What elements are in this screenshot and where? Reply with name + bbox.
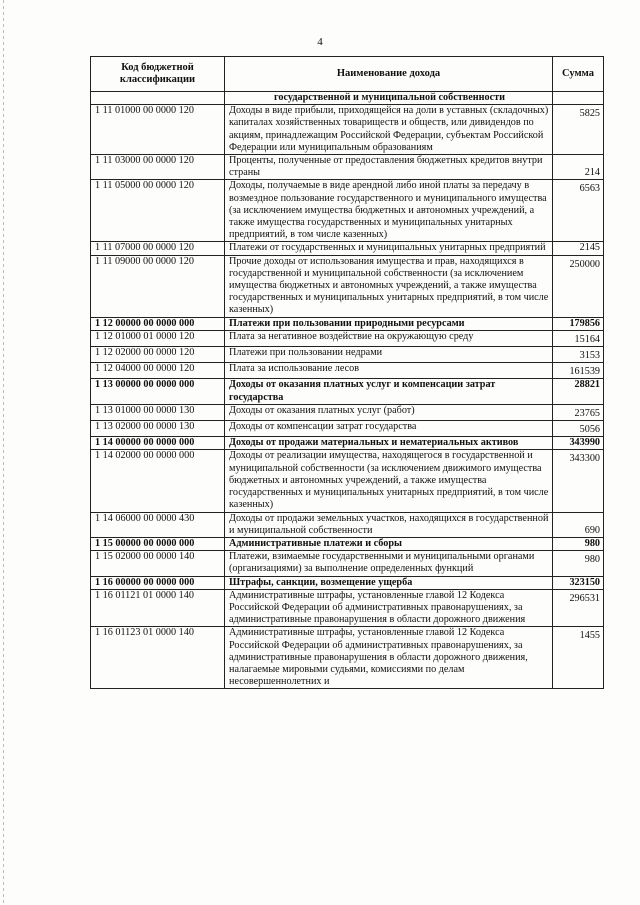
table-row bbox=[91, 255, 604, 317]
row-sum: 343990 bbox=[553, 437, 604, 450]
row-name: Доходы от оказания платных услуг (работ) bbox=[225, 404, 553, 420]
row-sum: 980 bbox=[553, 537, 604, 550]
row-name: Доходы в виде прибыли, приходящейся на доли в уставных (складочных) капиталах хозяйственных товариществ и обществ, или дивидендов по акциям, принадлежащим Российской Федерации, субъектам Российской Федерации или муниципальным образованиям bbox=[225, 105, 553, 155]
row-name: Доходы от реализации имущества, находящегося в государственной и муниципальной собственности (за исключением движимого имущества бюджетных и автономных учреждений, а также имущества государственных и муниципальных унитарных предприятий, в том числе казенных) bbox=[225, 450, 553, 512]
row-code: 1 16 01121 01 0000 140 bbox=[91, 589, 225, 627]
row-sum: 23765 bbox=[553, 404, 604, 420]
row-sum: 28821 bbox=[553, 379, 604, 404]
revenue-table bbox=[90, 56, 604, 689]
row-code: 1 14 06000 00 0000 430 bbox=[91, 512, 225, 537]
page-number: 4 bbox=[317, 36, 323, 48]
row-code: 1 12 04000 00 0000 120 bbox=[91, 363, 225, 379]
table-body bbox=[91, 92, 604, 689]
row-sum: 6563 bbox=[553, 180, 604, 242]
table-row bbox=[91, 180, 604, 242]
header-code: Код бюджетной классификации bbox=[91, 57, 225, 92]
table-header-row bbox=[91, 57, 604, 92]
row-sum: 323150 bbox=[553, 576, 604, 589]
table-row bbox=[91, 242, 604, 255]
row-code: 1 12 00000 00 0000 000 bbox=[91, 317, 225, 330]
table-row bbox=[91, 155, 604, 180]
row-name: Доходы от продажи материальных и нематериальных активов bbox=[225, 437, 553, 450]
row-sum: 690 bbox=[553, 512, 604, 537]
row-code: 1 11 09000 00 0000 120 bbox=[91, 255, 225, 317]
row-name: Административные штрафы, установленные главой 12 Кодекса Российской Федерации об административных правонарушениях, за административные правонарушения в области дорожного движения bbox=[225, 589, 553, 627]
row-name: Доходы от продажи земельных участков, находящихся в государственной и муниципальной собственности bbox=[225, 512, 553, 537]
row-sum: 1455 bbox=[553, 627, 604, 689]
row-code bbox=[91, 92, 225, 105]
row-sum: 296531 bbox=[553, 589, 604, 627]
row-sum: 3153 bbox=[553, 347, 604, 363]
header-name: Наименование дохода bbox=[225, 57, 553, 92]
row-name: Платежи при пользовании природными ресурсами bbox=[225, 317, 553, 330]
row-name: Административные штрафы, установленные главой 12 Кодекса Российской Федерации об административных правонарушениях, за административные правонарушения в области дорожного движения, налагаемые мировыми судьями, комиссиями по делам несовершеннолетних и bbox=[225, 627, 553, 689]
row-sum: 5056 bbox=[553, 421, 604, 437]
table-row bbox=[91, 627, 604, 689]
table-row bbox=[91, 589, 604, 627]
row-code: 1 15 02000 00 0000 140 bbox=[91, 551, 225, 576]
row-name: Административные платежи и сборы bbox=[225, 537, 553, 550]
table-row bbox=[91, 537, 604, 550]
table-row bbox=[91, 551, 604, 576]
row-name: Штрафы, санкции, возмещение ущерба bbox=[225, 576, 553, 589]
row-code: 1 13 00000 00 0000 000 bbox=[91, 379, 225, 404]
row-sum: 5825 bbox=[553, 105, 604, 155]
row-code: 1 11 01000 00 0000 120 bbox=[91, 105, 225, 155]
row-code: 1 12 01000 01 0000 120 bbox=[91, 330, 225, 346]
row-name: Плата за использование лесов bbox=[225, 363, 553, 379]
row-code: 1 14 00000 00 0000 000 bbox=[91, 437, 225, 450]
table-row bbox=[91, 92, 604, 105]
table-row bbox=[91, 363, 604, 379]
row-name: Платежи, взимаемые государственными и муниципальными органами (организациями) за выполнение определенных функций bbox=[225, 551, 553, 576]
table-row bbox=[91, 347, 604, 363]
row-name: Доходы, получаемые в виде арендной либо иной платы за передачу в возмездное пользование государственного и муниципального имущества (за исключением имущества бюджетных и автономных учреждений, а также имущества государственных и муниципальных унитарных предприятий, в том числе казенных) bbox=[225, 180, 553, 242]
row-sum: 343300 bbox=[553, 450, 604, 512]
row-code: 1 14 02000 00 0000 000 bbox=[91, 450, 225, 512]
table-row bbox=[91, 437, 604, 450]
row-name: Прочие доходы от использования имущества и прав, находящихся в государственной и муниципальной собственности (за исключением имущества бюджетных и автономных учреждений, а также имущества государственных и муниципальных унитарных предприятий, в том числе казенных) bbox=[225, 255, 553, 317]
row-name: Доходы от компенсации затрат государства bbox=[225, 421, 553, 437]
row-sum: 2145 bbox=[553, 242, 604, 255]
table-row bbox=[91, 330, 604, 346]
table-row bbox=[91, 576, 604, 589]
row-code: 1 16 00000 00 0000 000 bbox=[91, 576, 225, 589]
revenue-table-container bbox=[90, 56, 603, 689]
row-code: 1 11 05000 00 0000 120 bbox=[91, 180, 225, 242]
header-sum: Сумма bbox=[553, 57, 604, 92]
row-code: 1 13 02000 00 0000 130 bbox=[91, 421, 225, 437]
table-row bbox=[91, 512, 604, 537]
row-sum bbox=[553, 92, 604, 105]
table-row bbox=[91, 450, 604, 512]
row-sum: 161539 bbox=[553, 363, 604, 379]
table-row bbox=[91, 105, 604, 155]
row-sum: 179856 bbox=[553, 317, 604, 330]
row-code: 1 11 03000 00 0000 120 bbox=[91, 155, 225, 180]
row-name: государственной и муниципальной собственности bbox=[225, 92, 553, 105]
table-row bbox=[91, 379, 604, 404]
row-code: 1 15 00000 00 0000 000 bbox=[91, 537, 225, 550]
row-sum: 980 bbox=[553, 551, 604, 576]
row-sum: 214 bbox=[553, 155, 604, 180]
row-code: 1 12 02000 00 0000 120 bbox=[91, 347, 225, 363]
row-name: Доходы от оказания платных услуг и компенсации затрат государства bbox=[225, 379, 553, 404]
scan-edge bbox=[3, 0, 4, 905]
row-code: 1 16 01123 01 0000 140 bbox=[91, 627, 225, 689]
row-name: Платежи при пользовании недрами bbox=[225, 347, 553, 363]
row-name: Плата за негативное воздействие на окружающую среду bbox=[225, 330, 553, 346]
row-name: Проценты, полученные от предоставления бюджетных кредитов внутри страны bbox=[225, 155, 553, 180]
row-sum: 15164 bbox=[553, 330, 604, 346]
table-row bbox=[91, 404, 604, 420]
table-row bbox=[91, 421, 604, 437]
row-sum: 250000 bbox=[553, 255, 604, 317]
table-row bbox=[91, 317, 604, 330]
row-code: 1 13 01000 00 0000 130 bbox=[91, 404, 225, 420]
row-code: 1 11 07000 00 0000 120 bbox=[91, 242, 225, 255]
row-name: Платежи от государственных и муниципальных унитарных предприятий bbox=[225, 242, 553, 255]
